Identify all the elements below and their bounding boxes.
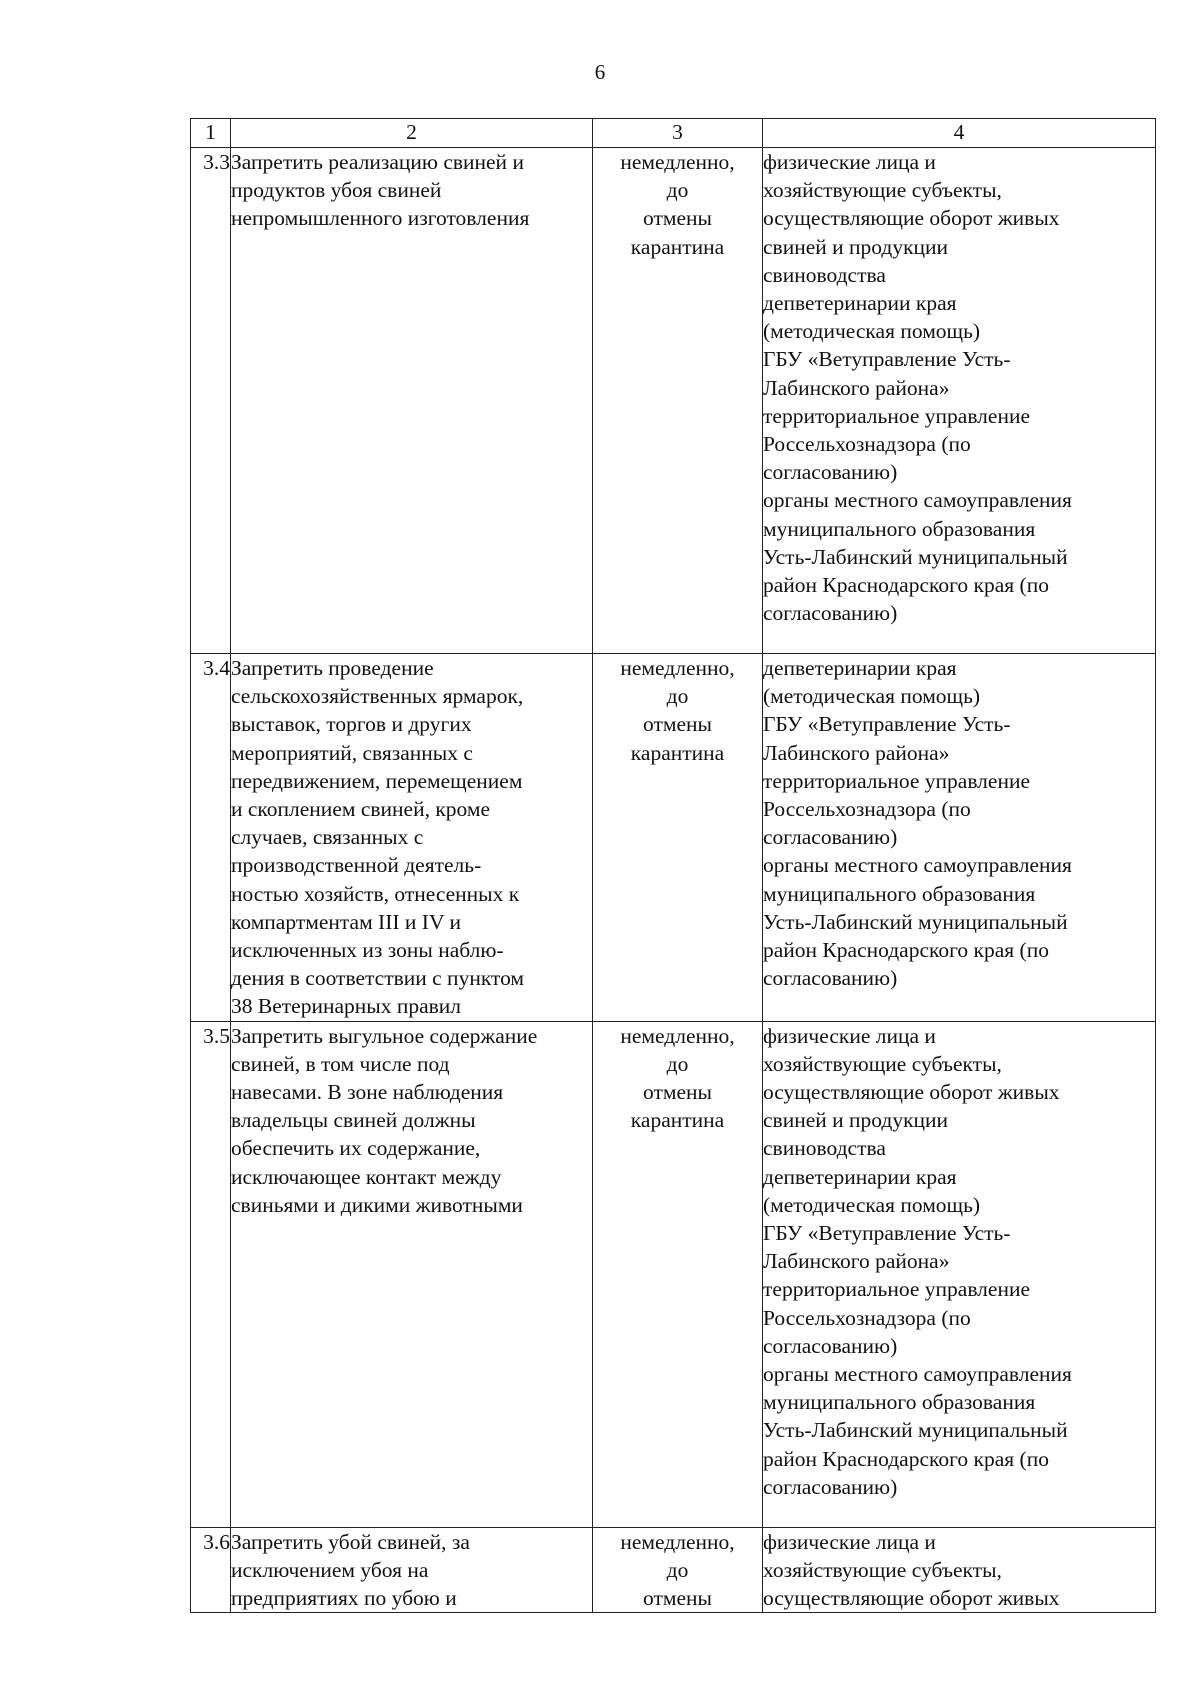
term-line: карантина [630, 1108, 725, 1133]
responsible-line: Россельхознадзора (по [763, 432, 971, 457]
measure-line: владельцы свиней должны [231, 1108, 476, 1133]
responsible-line: органы местного самоуправления [763, 853, 1072, 878]
responsible-line: хозяйствующие субъекты, [763, 178, 1002, 203]
measure-line: продуктов убоя свиней [231, 178, 442, 203]
responsible-line: территориальное управление [763, 1277, 1031, 1302]
term-line: карантина [630, 234, 725, 259]
responsible-line: органы местного самоуправления [763, 1362, 1072, 1387]
responsible-line: территориальное управление [763, 768, 1031, 793]
header-cell: 1 [191, 119, 231, 148]
measure-line: Запретить убой свиней, за [231, 1529, 470, 1554]
term-line: до [666, 1051, 689, 1076]
responsible-line: район Краснодарского края (по [763, 1446, 1049, 1471]
measure-cell [231, 1527, 593, 1613]
table-row [191, 654, 1156, 1022]
measure-line: свиней, в том числе под [231, 1051, 450, 1076]
term-line: отмены [643, 1080, 712, 1105]
measure-line: обеспечить их содержание, [231, 1136, 481, 1161]
responsible-line: ГБУ «Ветуправление Усть- [763, 712, 1011, 737]
header-cell: 4 [763, 119, 1156, 148]
measure-line: Запретить выгульное содержание [231, 1023, 538, 1048]
term-cell [593, 654, 763, 1022]
term-line: отмены [643, 712, 712, 737]
responsible-line: органы местного самоуправления [763, 488, 1072, 513]
responsible-line: свиноводства [763, 262, 886, 287]
responsible-line: Лабинского района» [763, 1249, 950, 1274]
responsible-line: муниципального образования [763, 1390, 1036, 1415]
measure-line: дения в соответствии с пунктом [231, 966, 525, 991]
responsible-line: согласованию) [763, 1474, 898, 1499]
measure-line: свиньями и дикими животными [231, 1192, 523, 1217]
term-cell [593, 1021, 763, 1527]
term-line: немедленно, [620, 150, 735, 174]
measure-line: Запретить проведение [231, 656, 434, 680]
measure-cell [231, 1021, 593, 1527]
measure-line: компартментам III и IV и [231, 909, 461, 934]
responsible-line: свиноводства [763, 1136, 886, 1161]
responsible-line: Россельхознадзора (по [763, 797, 971, 822]
measure-line: исключенных из зоны наблю- [231, 938, 504, 963]
responsible-line: (методическая помощь) [763, 319, 981, 344]
measure-line: исключением убоя на [231, 1557, 429, 1582]
responsible-line: физические лица и [763, 1529, 936, 1554]
measure-line: выставок, торгов и других [231, 712, 472, 737]
responsible-line: согласованию) [763, 1333, 898, 1358]
table-header-row [191, 119, 1156, 148]
measure-line: предприятиях по убою и [231, 1586, 457, 1611]
header-cell: 3 [593, 119, 763, 148]
term-cell [593, 148, 763, 654]
responsible-line: муниципального образования [763, 881, 1036, 906]
responsible-line: Лабинского района» [763, 740, 950, 765]
responsible-line: Усть-Лабинский муниципальный [763, 909, 1068, 934]
term-line: немедленно, [620, 1529, 735, 1554]
measures-table [190, 118, 1156, 1613]
responsible-line: ГБУ «Ветуправление Усть- [763, 1221, 1011, 1246]
table-row [191, 148, 1156, 654]
responsible-line: хозяйствующие субъекты, [763, 1557, 1002, 1582]
responsible-line: (методическая помощь) [763, 1192, 981, 1217]
measure-line: навесами. В зоне наблюдения [231, 1080, 504, 1105]
measure-line: случаев, связанных с [231, 825, 424, 850]
responsible-line: физические лица и [763, 1023, 936, 1048]
measure-line: производственной деятель- [231, 853, 482, 878]
responsible-line: муниципального образования [763, 516, 1036, 541]
responsible-line: свиней и продукции [763, 234, 949, 259]
responsible-line: Россельхознадзора (по [763, 1305, 971, 1330]
term-line: отмены [643, 206, 712, 231]
responsible-line: территориальное управление [763, 403, 1031, 428]
term-line: отмены [643, 1586, 712, 1611]
term-line: немедленно, [620, 1023, 735, 1048]
responsible-line: депветеринарии края [763, 291, 957, 316]
responsible-line: физические лица и [763, 150, 936, 174]
row-number: 3.3 [191, 148, 231, 654]
responsible-line: осуществляющие оборот живых [763, 206, 1060, 231]
responsible-line: Усть-Лабинский муниципальный [763, 544, 1068, 569]
row-number: 3.5 [191, 1021, 231, 1527]
term-line: до [666, 684, 689, 709]
responsible-line: свиней и продукции [763, 1108, 949, 1133]
responsible-line: Усть-Лабинский муниципальный [763, 1418, 1068, 1443]
responsible-line: согласованию) [763, 825, 898, 850]
header-cell: 2 [231, 119, 593, 148]
measure-cell [231, 654, 593, 1022]
responsible-line: район Краснодарского края (по [763, 938, 1049, 963]
responsible-line: депветеринарии края [763, 656, 957, 680]
measure-line: 38 Ветеринарных правил [231, 994, 462, 1019]
measure-line: мероприятий, связанных с [231, 740, 473, 765]
row-number: 3.6 [191, 1527, 231, 1613]
responsible-line: согласованию) [763, 601, 898, 626]
responsible-line: согласованию) [763, 460, 898, 485]
table-row [191, 1527, 1156, 1613]
term-line: до [666, 1557, 689, 1582]
measure-cell [231, 148, 593, 654]
measure-line: Запретить реализацию свиней и [231, 150, 524, 174]
responsible-line: согласованию) [763, 966, 898, 991]
responsible-cell [763, 654, 1156, 1022]
responsible-line: Лабинского района» [763, 375, 950, 400]
measure-line: непромышленного изготовления [231, 206, 530, 231]
measure-line: сельскохозяйственных ярмарок, [231, 684, 524, 709]
row-number: 3.4 [191, 654, 231, 1022]
term-line: карантина [630, 740, 725, 765]
responsible-line: район Краснодарского края (по [763, 573, 1049, 598]
responsible-line: (методическая помощь) [763, 684, 981, 709]
responsible-cell [763, 1527, 1156, 1613]
responsible-line: осуществляющие оборот живых [763, 1586, 1060, 1611]
responsible-line: осуществляющие оборот живых [763, 1080, 1060, 1105]
table-row [191, 1021, 1156, 1527]
page-number: 6 [594, 60, 606, 84]
term-line: до [666, 178, 689, 203]
term-line: немедленно, [620, 656, 735, 680]
measure-line: исключающее контакт между [231, 1164, 502, 1189]
measure-line: ностью хозяйств, отнесенных к [231, 881, 520, 906]
term-cell [593, 1527, 763, 1613]
responsible-line: ГБУ «Ветуправление Усть- [763, 347, 1011, 372]
responsible-line: депветеринарии края [763, 1164, 957, 1189]
measure-line: передвижением, перемещением [231, 768, 523, 793]
responsible-line: хозяйствующие субъекты, [763, 1051, 1002, 1076]
measure-line: и скоплением свиней, кроме [231, 797, 491, 822]
responsible-cell [763, 1021, 1156, 1527]
responsible-cell [763, 148, 1156, 654]
